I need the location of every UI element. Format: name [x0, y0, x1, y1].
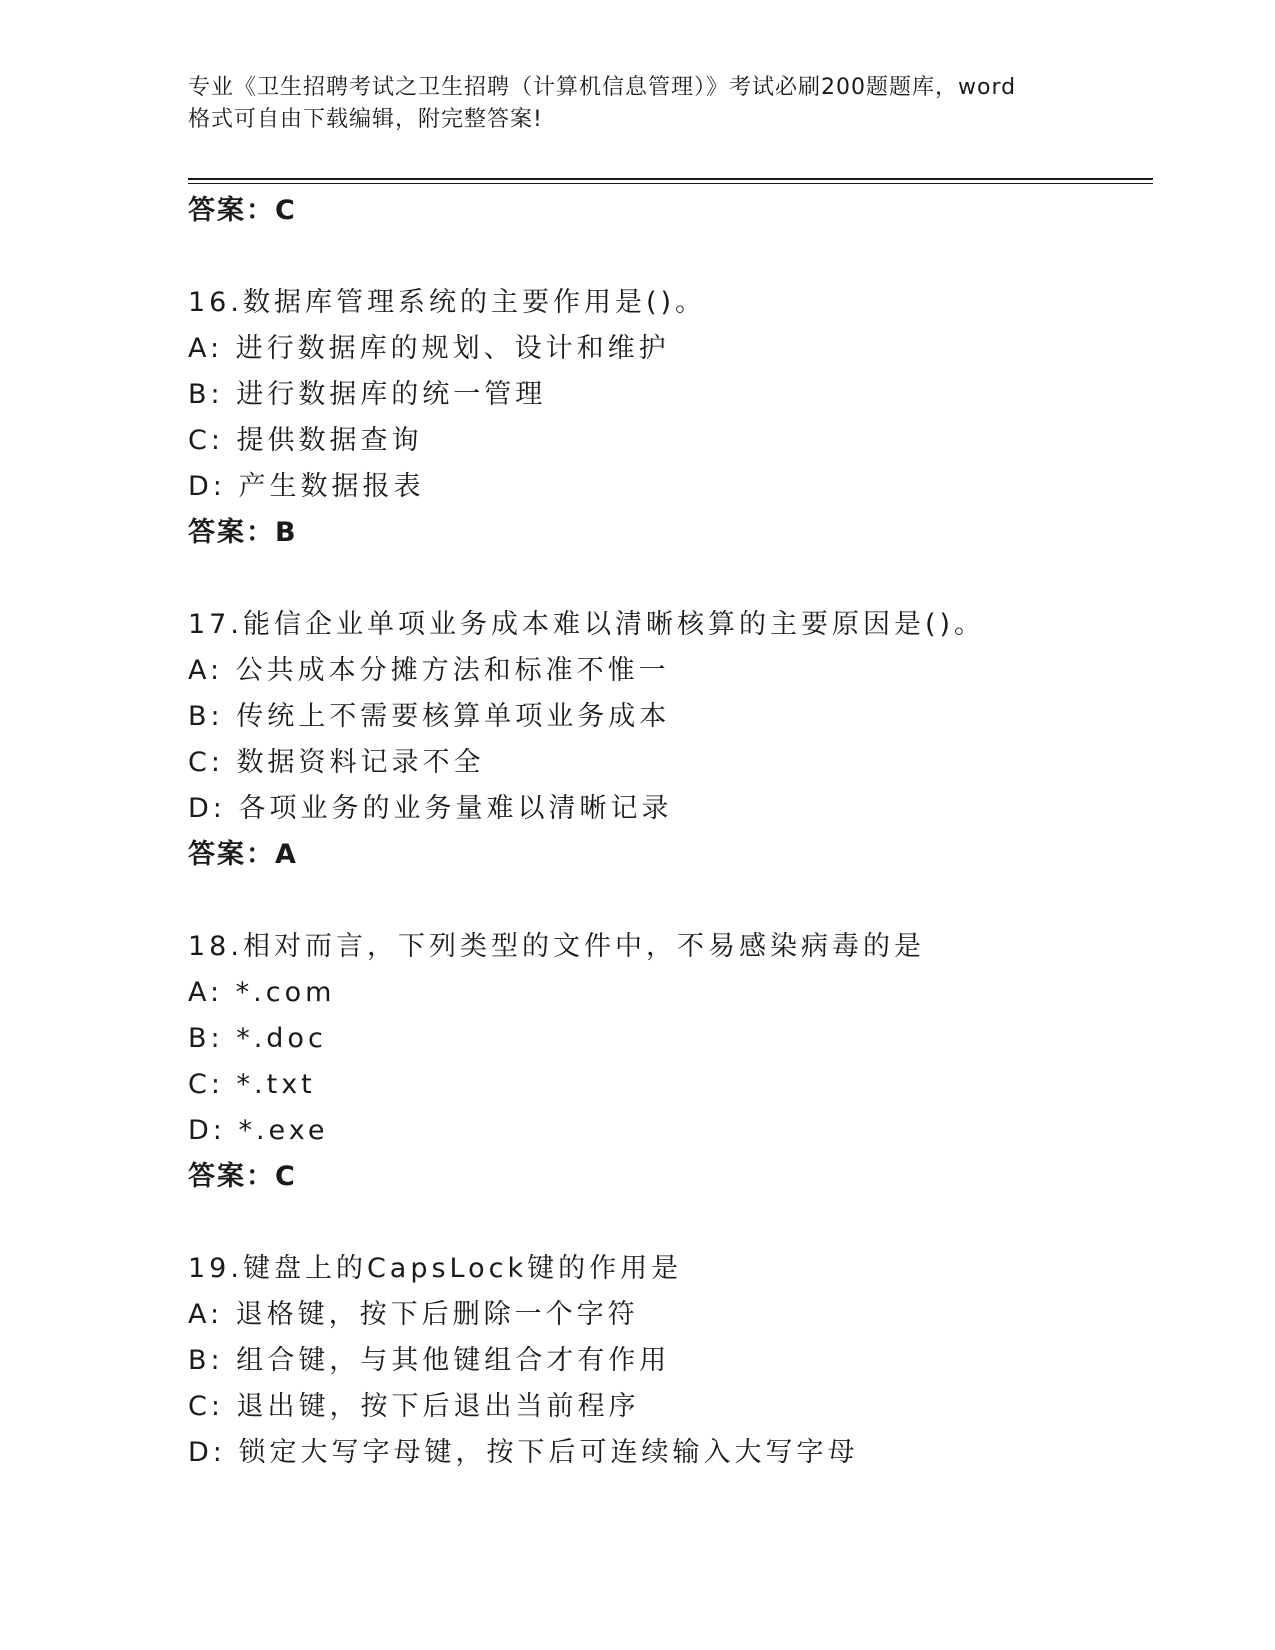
question-stem: 16.数据库管理系统的主要作用是()。 — [188, 287, 707, 318]
option-d: D: 锁定大写字母键，按下后可连续输入大写字母 — [188, 1437, 859, 1468]
option-c: C: 数据资料记录不全 — [188, 747, 485, 778]
header-line-2: 格式可自由下载编辑，附完整答案! — [188, 107, 543, 132]
option-a: A: 退格键，按下后删除一个字符 — [188, 1299, 639, 1330]
option-c: C: 提供数据查询 — [188, 425, 423, 456]
header-line-1: 专业《卫生招聘考试之卫生招聘（计算机信息管理）》考试必刷200题题库，word — [188, 75, 1017, 100]
document-header — [188, 72, 1088, 136]
option-d: D: 各项业务的业务量难以清晰记录 — [188, 793, 673, 824]
question-17 — [188, 602, 1153, 878]
option-c: C: *.txt — [188, 1069, 316, 1100]
option-a: A: 公共成本分摊方法和标准不惟一 — [188, 655, 670, 686]
option-b: B: 组合键，与其他键组合才有作用 — [188, 1345, 671, 1376]
question-stem: 17.能信企业单项业务成本难以清晰核算的主要原因是()。 — [188, 609, 986, 640]
question-16 — [188, 280, 1153, 556]
question-stem: 18.相对而言，下列类型的文件中，不易感染病毒的是 — [188, 931, 925, 962]
option-b: B: 传统上不需要核算单项业务成本 — [188, 701, 671, 732]
answer-label: 答案：C — [188, 195, 297, 226]
option-a: A: 进行数据库的规划、设计和维护 — [188, 333, 670, 364]
question-stem: 19.键盘上的CapsLock键的作用是 — [188, 1253, 683, 1284]
header-divider-thick — [188, 178, 1153, 180]
option-b: B: 进行数据库的统一管理 — [188, 379, 547, 410]
option-c: C: 退出键，按下后退出当前程序 — [188, 1391, 640, 1422]
question-list — [188, 188, 1153, 1476]
option-d: D: *.exe — [188, 1115, 329, 1146]
question-19 — [188, 1246, 1153, 1476]
answer-label: 答案：B — [188, 517, 298, 548]
header-divider-thin — [188, 183, 1153, 184]
option-b: B: *.doc — [188, 1023, 327, 1054]
option-a: A: *.com — [188, 977, 336, 1008]
answer-label: 答案：C — [188, 1161, 297, 1192]
option-d: D: 产生数据报表 — [188, 471, 425, 502]
question-18 — [188, 924, 1153, 1200]
answer-label: 答案：A — [188, 839, 298, 870]
